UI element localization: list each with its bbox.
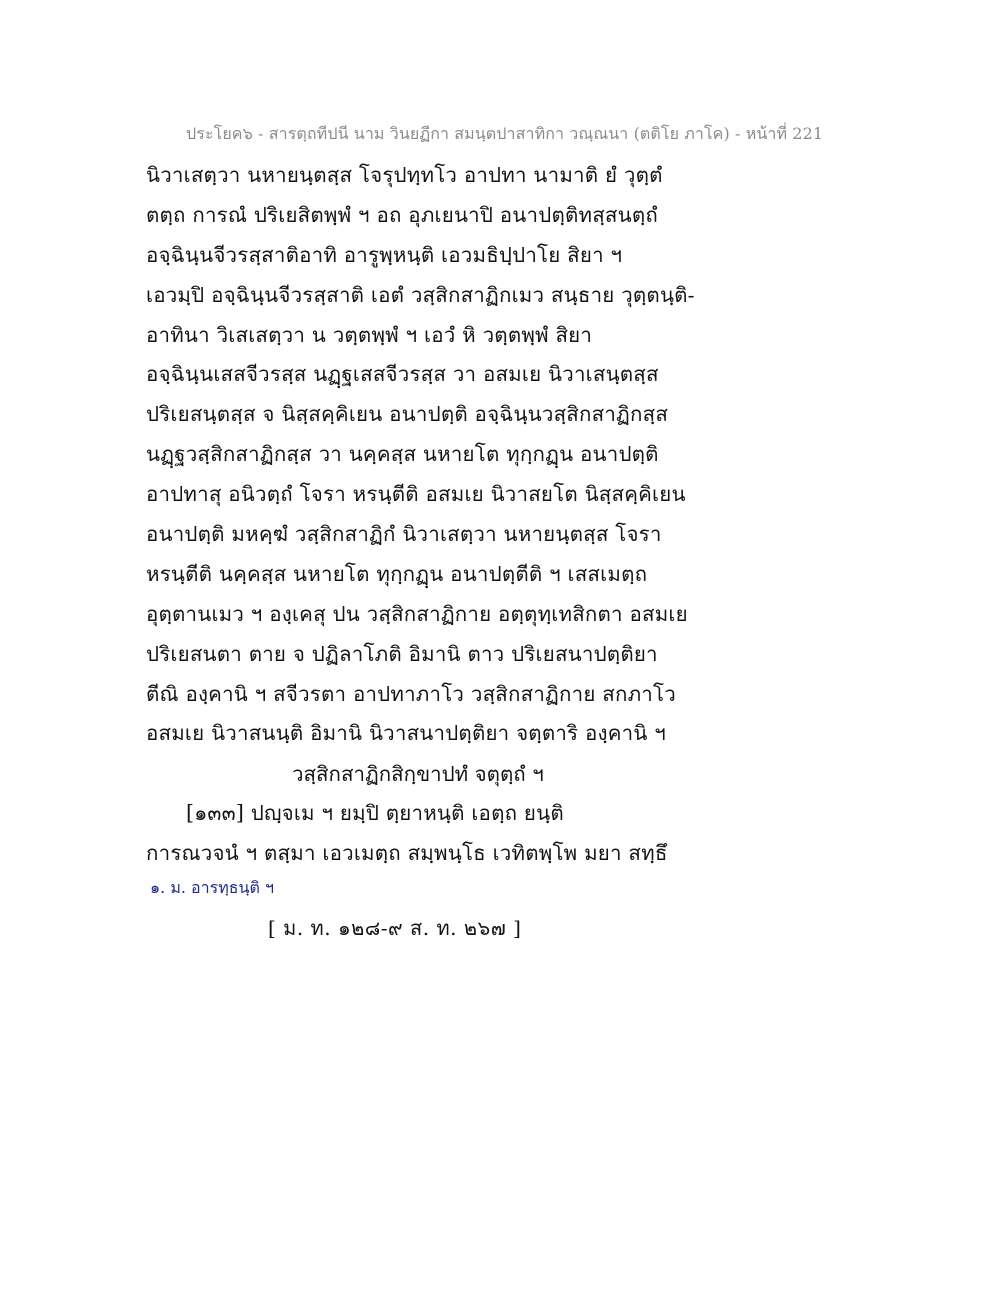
text-line: อนาปตฺติ มหคฺฆํ วสฺสิกสาฏิกํ นิวาเสตฺวา นหายนฺตสฺส โจรา [146, 522, 662, 547]
text-line: อจฺฉินฺนจีวรสฺสาติอาทิ อารูพฺหนฺติ เอวมธิปฺปาโย สิยา ฯ [146, 242, 623, 267]
text-line: อจฺฉินฺนเสสจีวรสฺส นฏฺฐเสสจีวรสฺส วา อสมเย นิวาเสนฺตสฺส [146, 362, 659, 387]
page-header: ประโยค๖ - สารตฺถทีปนี นาม วินยฏีกา สมนฺตปาสาทิกา วณฺณนา (ตติโย ภาโค) - หน้าที่ 221 [186, 124, 824, 143]
text-line: ปริเยสนตา ตาย จ ปฏิลาโภติ อิมานิ ตาว ปริเยสนาปตฺติยา [146, 641, 658, 666]
text-line: นิวาเสตฺวา นหายนฺตสฺส โจรุปทฺทโว อาปทา นามาติ ยํ วุตฺตํ [146, 163, 663, 187]
text-line: ปริเยสนฺตสฺส จ นิสฺสคฺคิเยน อนาปตฺติ อจฺฉินฺนวสฺสิกสาฏิกสฺส [146, 402, 669, 427]
page-reference: [ ม. ท. ๑๒๘-๙ ส. ท. ๒๖๗ ] [268, 916, 522, 940]
text-line: อสมเย นิวาสนนฺติ อิมานิ นิวาสนาปตฺติยา จตฺตาริ องฺคานิ ฯ [146, 721, 666, 746]
text-line: เอวมฺปิ อจฺฉินฺนจีวรสฺสาติ เอตํ วสฺสิกสาฏิกเมว สนฺธาย วุตฺตนฺติ- [146, 282, 695, 307]
paragraph-first-line: [๑๓๓] ปญฺจเม ฯ ยมฺปิ ตฺยาหนฺติ เอตฺถ ยนฺติ [186, 801, 564, 825]
footnote: ๑. ม. อารทฺธนฺติ ฯ [150, 878, 274, 897]
section-heading: วสฺสิกสาฏิกสิกฺขาปทํ จตุตฺถํ ฯ [292, 762, 544, 786]
text-line: อาปทาสุ อนิวตฺถํ โจรา หรนฺตีติ อสมเย นิวาสยโต นิสฺสคฺคิเยน [146, 482, 686, 507]
paragraph-second-line: การณวจนํ ฯ ตสฺมา เอวเมตฺถ สมฺพนฺโธ เวทิตพฺโพ มยา สทฺธึ [146, 841, 668, 865]
text-line: อุตฺตานเมว ฯ องฺเคสุ ปน วสฺสิกสาฏิกาย อตฺตุทฺเทสิกตา อสมเย [146, 601, 688, 626]
text-line: หรนฺตีติ นคฺคสฺส นหายโต ทุกฺกฏฺน อนาปตฺตีติ ฯ เสสเมตฺถ [146, 561, 648, 586]
body-text [146, 160, 706, 758]
text-line: อาทินา วิเสเสตฺวา น วตฺตพฺพํ ฯ เอวํ หิ วตฺตพฺพํ สิยา [146, 322, 593, 347]
text-line: ตตฺถ การณํ ปริเยสิตพฺพํ ฯ อถ อุภเยนาปิ อนาปตฺติทสฺสนตฺถํ [146, 202, 658, 227]
text-line: ตีณิ องฺคานิ ฯ สจีวรตา อาปทาภาโว วสฺสิกสาฏิกาย สกภาโว [146, 681, 676, 706]
text-line: นฏฺฐวสฺสิกสาฏิกสฺส วา นคฺคสฺส นหายโต ทุกฺกฏฺน อนาปตฺติ [146, 442, 659, 467]
